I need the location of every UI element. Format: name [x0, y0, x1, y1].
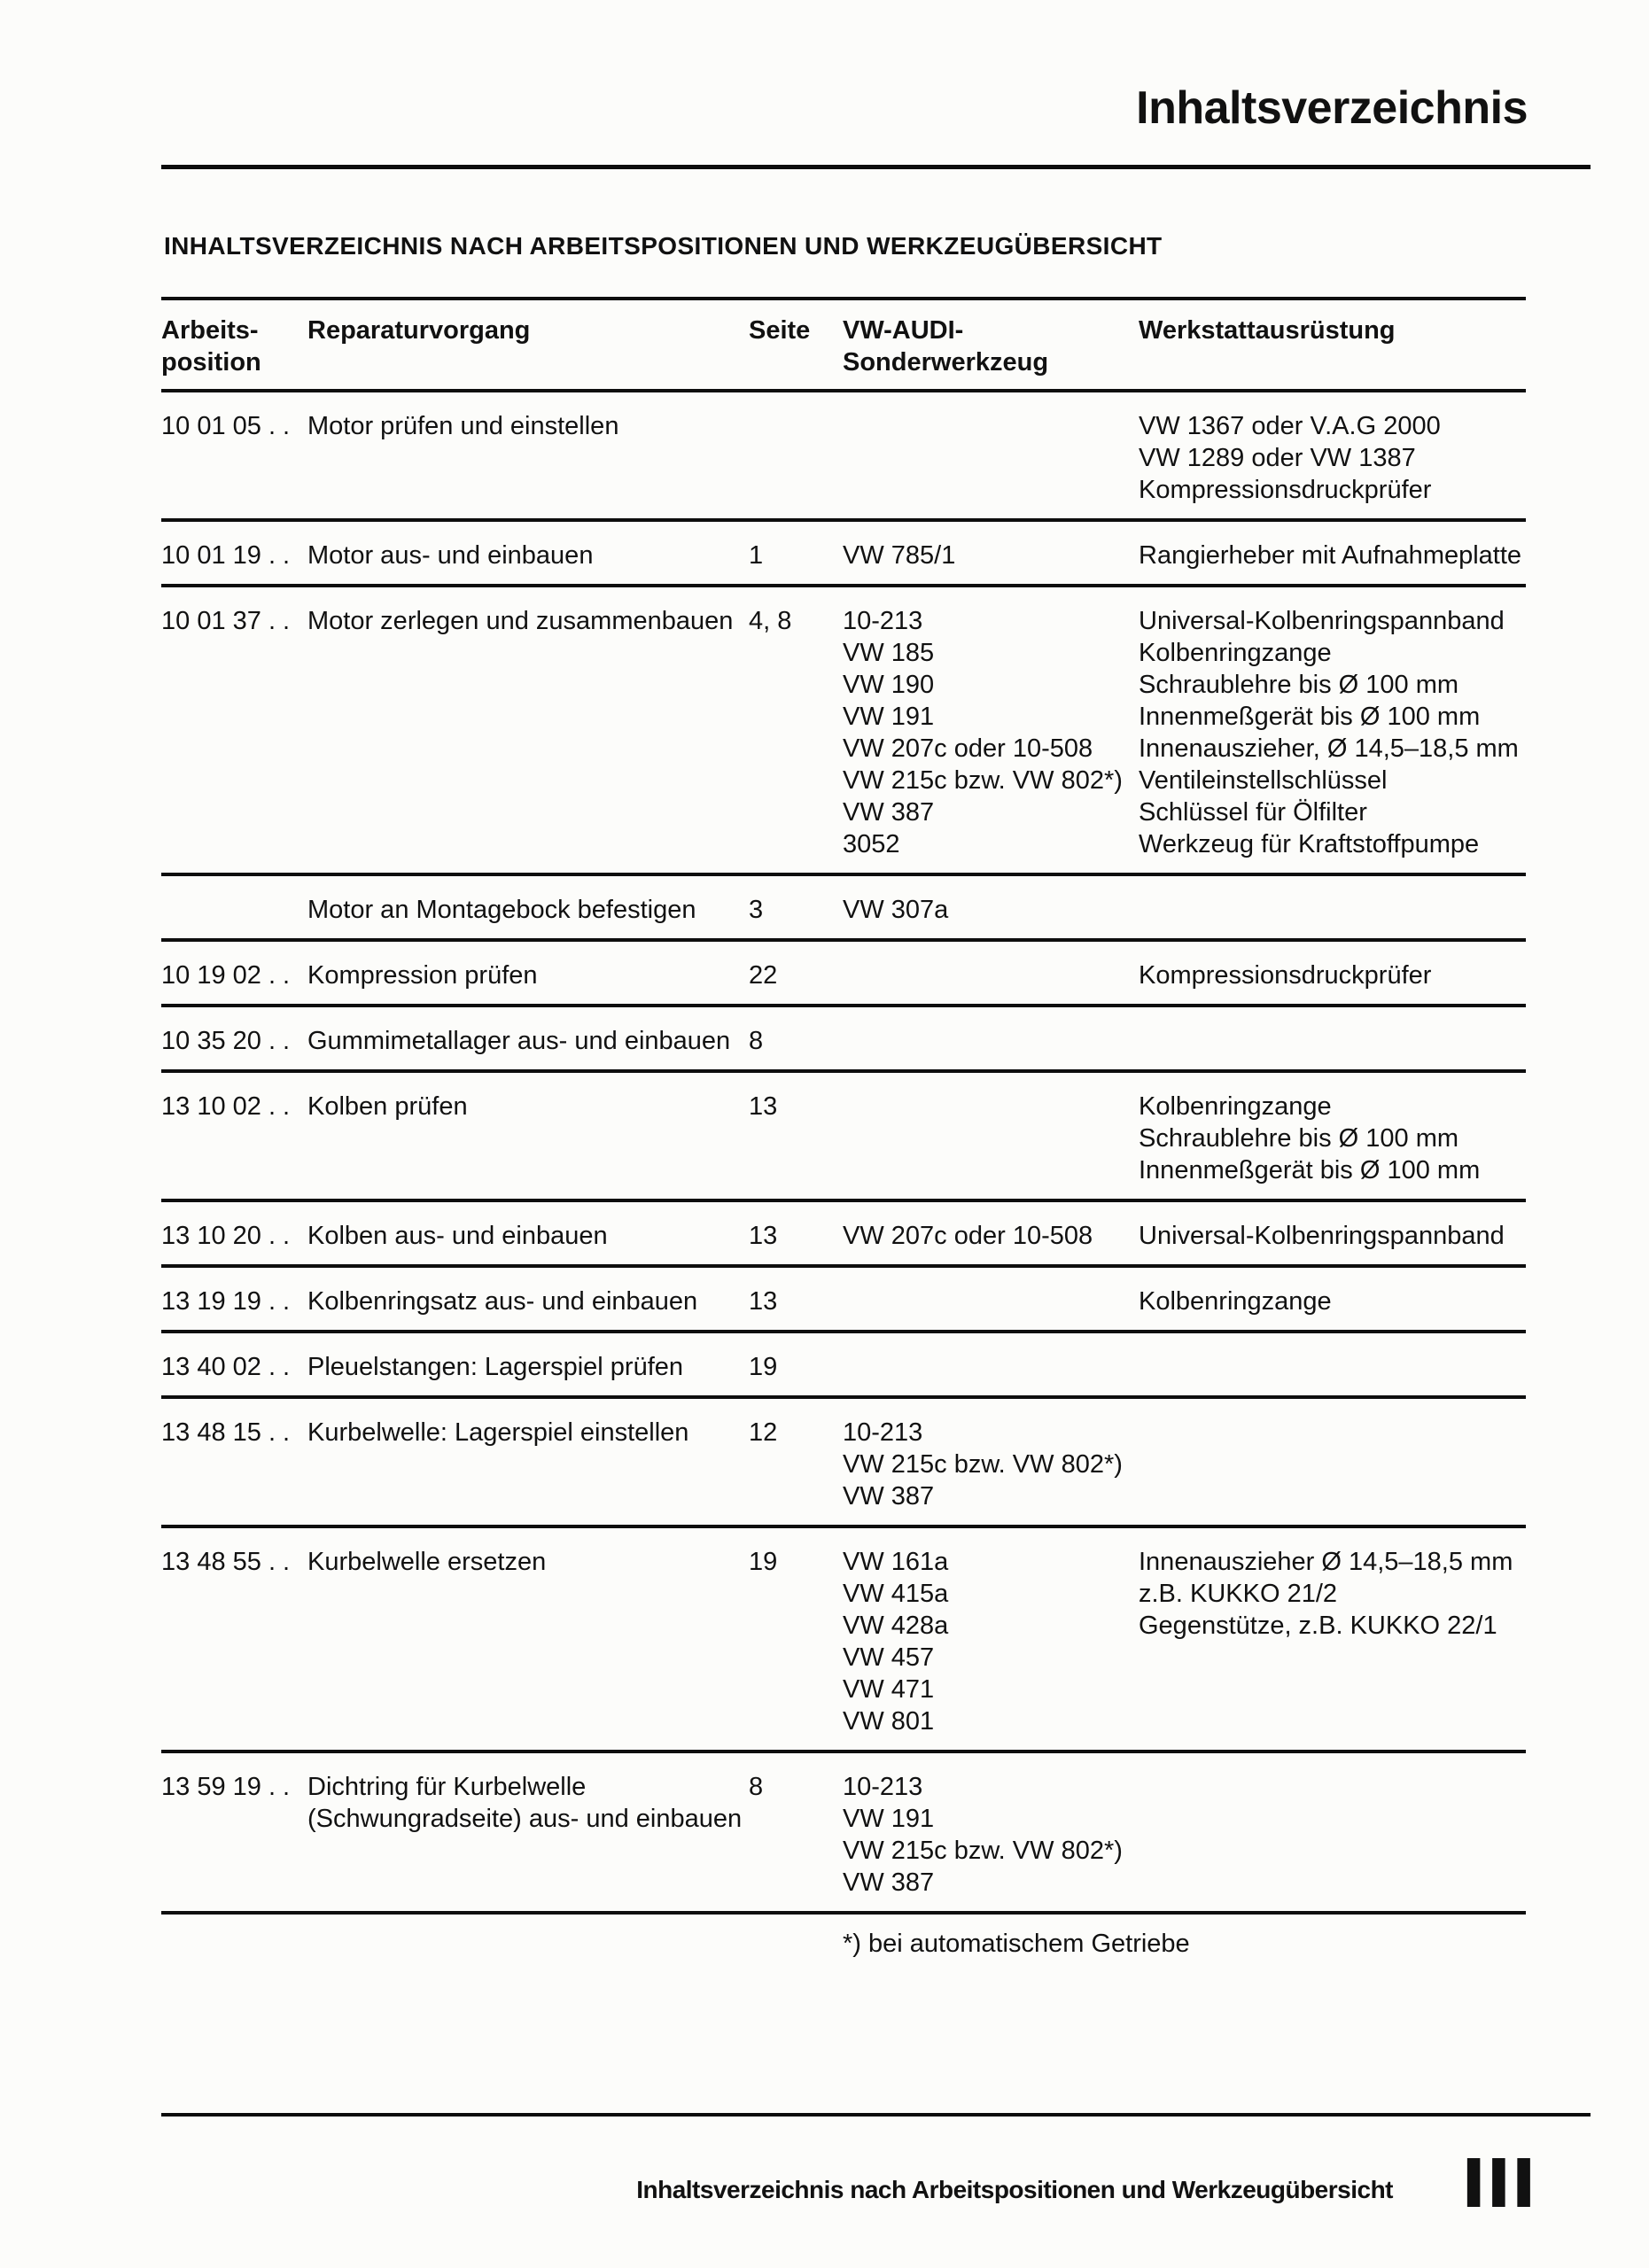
position-cell: 13 40 02 . .	[161, 1353, 291, 1381]
page-cell: 19	[749, 1353, 778, 1381]
equipment-cell: Universal-Kolbenringspannband Kolbenringzange Schraublehre bis Ø 100 mm Innenmeßgerät bis Ø 100 mm Innenauszieher, Ø 14,5–18,5 mm Ventileinstellschlüssel Schlüssel für Ölfilter Werkzeug für Kraftstoffpumpe	[1139, 607, 1519, 858]
table-row	[161, 1753, 1526, 1915]
procedure-cell: Motor an Montagebock befestigen	[307, 896, 696, 924]
equipment-cell	[1139, 894, 1526, 926]
page-cell: 3	[749, 896, 764, 924]
equipment-cell: Kolbenringzange	[1139, 1287, 1332, 1316]
page-cell: 8	[749, 1773, 764, 1801]
footer-divider-rule	[161, 2113, 1591, 2117]
equipment-cell	[1139, 1417, 1526, 1512]
table-row	[161, 522, 1526, 587]
equipment-cell	[1139, 1025, 1526, 1057]
tools-cell: 10-213 VW 185 VW 190 VW 191 VW 207c oder 10-508 VW 215c bzw. VW 802*) VW 387 3052	[843, 607, 1123, 858]
procedure-cell: Gummimetallager aus- und einbauen	[307, 1027, 731, 1055]
position-cell: 10 01 19 . .	[161, 541, 291, 570]
tools-cell	[843, 410, 1139, 506]
tools-cell	[843, 1351, 1139, 1383]
position-cell: 13 10 20 . .	[161, 1222, 291, 1250]
table-row	[161, 1202, 1526, 1268]
table-header-row	[161, 300, 1526, 392]
procedure-cell: Dichtring für Kurbelwelle (Schwungradseite) aus- und einbauen	[307, 1773, 743, 1833]
tools-cell	[843, 1025, 1139, 1057]
tools-cell	[843, 1285, 1139, 1317]
procedure-cell: Kolben aus- und einbauen	[307, 1222, 608, 1250]
table-row	[161, 1528, 1526, 1753]
page-cell: 13	[749, 1222, 778, 1250]
tools-cell: VW 207c oder 10-508	[843, 1222, 1093, 1250]
position-cell: 10 35 20 . .	[161, 1027, 291, 1055]
position-cell: 13 10 02 . .	[161, 1092, 291, 1121]
section-heading: INHALTSVERZEICHNIS NACH ARBEITSPOSITIONEN UND WERKZEUGÜBERSICHT	[164, 232, 1163, 260]
position-cell: 13 48 15 . .	[161, 1418, 291, 1447]
page-title: Inhaltsverzeichnis	[1136, 82, 1528, 134]
table-row	[161, 392, 1526, 522]
page-cell: 1	[749, 541, 764, 570]
tools-cell: 10-213 VW 191 VW 215c bzw. VW 802*) VW 387	[843, 1773, 1123, 1897]
position-cell	[161, 894, 307, 926]
procedure-cell: Motor zerlegen und zusammenbauen	[307, 607, 734, 635]
title-divider-rule	[161, 165, 1591, 169]
column-header-werkstattausruestung: Werkstattausrüstung	[1139, 316, 1396, 345]
procedure-cell: Motor prüfen und einstellen	[307, 412, 619, 440]
page-number: III	[1464, 2143, 1539, 2222]
column-header-reparaturvorgang: Reparaturvorgang	[307, 316, 531, 345]
equipment-cell: Innenauszieher Ø 14,5–18,5 mm z.B. KUKKO 21/2 Gegenstütze, z.B. KUKKO 22/1	[1139, 1548, 1513, 1640]
table-row	[161, 942, 1526, 1007]
procedure-cell: Motor aus- und einbauen	[307, 541, 594, 570]
column-header-arbeitsposition: Arbeits- position	[161, 316, 261, 377]
procedure-cell: Kurbelwelle: Lagerspiel einstellen	[307, 1418, 689, 1447]
equipment-cell	[1139, 1351, 1526, 1383]
table-body	[161, 392, 1526, 1915]
column-header-seite: Seite	[749, 316, 811, 345]
procedure-cell: Kompression prüfen	[307, 961, 538, 990]
equipment-cell	[1139, 1771, 1526, 1899]
page-cell: 4, 8	[749, 607, 792, 635]
tools-cell	[843, 1091, 1139, 1186]
page-cell: 13	[749, 1092, 778, 1121]
tools-cell	[843, 959, 1139, 991]
position-cell: 10 01 37 . .	[161, 607, 291, 635]
page-cell: 13	[749, 1287, 778, 1316]
position-cell: 13 59 19 . .	[161, 1773, 291, 1801]
position-cell: 13 48 55 . .	[161, 1548, 291, 1576]
footer-caption: Inhaltsverzeichnis nach Arbeitspositionen und Werkzeugübersicht	[636, 2176, 1393, 2203]
tools-cell: VW 785/1	[843, 541, 956, 570]
tools-cell: VW 307a	[843, 896, 949, 924]
position-cell: 10 01 05 . .	[161, 412, 291, 440]
page-cell: 19	[749, 1548, 778, 1576]
position-cell: 13 19 19 . .	[161, 1287, 291, 1316]
equipment-cell: Rangierheber mit Aufnahmeplatte	[1139, 541, 1522, 570]
page-cell: 22	[749, 961, 778, 990]
table-row	[161, 876, 1526, 942]
procedure-cell: Kolbenringsatz aus- und einbauen	[307, 1287, 698, 1316]
table-row	[161, 587, 1526, 876]
page-cell: 8	[749, 1027, 764, 1055]
footnote: *) bei automatischem Getriebe	[843, 1930, 1190, 1958]
page-cell: 12	[749, 1418, 778, 1447]
tools-cell: 10-213 VW 215c bzw. VW 802*) VW 387	[843, 1418, 1123, 1511]
position-cell: 10 19 02 . .	[161, 961, 291, 990]
table-row	[161, 1399, 1526, 1528]
table-row	[161, 1333, 1526, 1399]
procedure-cell: Kolben prüfen	[307, 1092, 468, 1121]
table-row	[161, 1007, 1526, 1073]
equipment-cell: Kolbenringzange Schraublehre bis Ø 100 mm Innenmeßgerät bis Ø 100 mm	[1139, 1092, 1481, 1184]
equipment-cell: VW 1367 oder V.A.G 2000 VW 1289 oder VW 1387 Kompressionsdruckprüfer	[1139, 412, 1441, 504]
column-header-sonderwerkzeug: VW-AUDI- Sonderwerkzeug	[843, 316, 1049, 377]
table-row	[161, 1073, 1526, 1202]
table-row	[161, 1268, 1526, 1333]
equipment-cell: Universal-Kolbenringspannband	[1139, 1222, 1505, 1250]
procedure-cell: Kurbelwelle ersetzen	[307, 1548, 547, 1576]
equipment-cell: Kompressionsdruckprüfer	[1139, 961, 1432, 990]
work-positions-table	[161, 297, 1526, 1915]
page-cell	[749, 410, 843, 506]
tools-cell: VW 161a VW 415a VW 428a VW 457 VW 471 VW 801	[843, 1548, 949, 1736]
procedure-cell: Pleuelstangen: Lagerspiel prüfen	[307, 1353, 684, 1381]
